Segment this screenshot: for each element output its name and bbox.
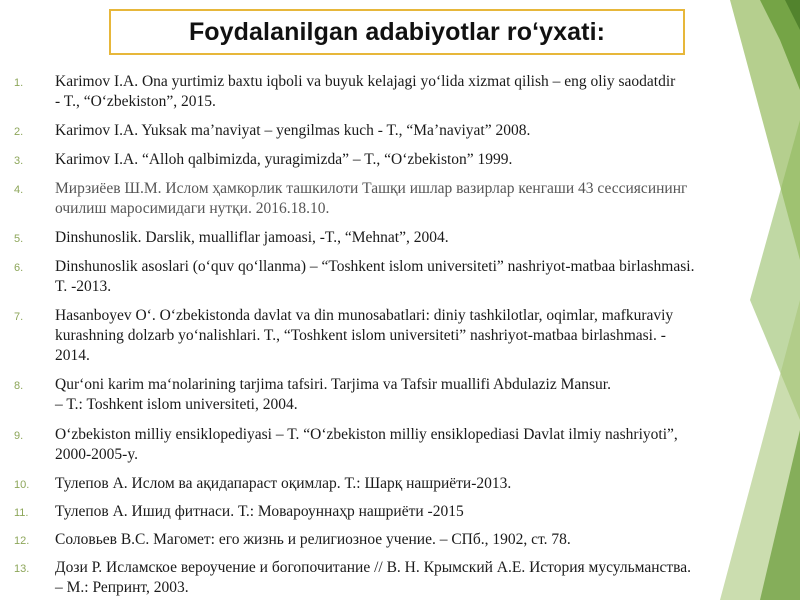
reference-number: 10. (14, 479, 30, 491)
reference-number: 11. (14, 507, 29, 519)
reference-text: Karimov I.A. Yuksak ma’naviyat – yengilmas kuch - T., “Ma’naviyat” 2008. (55, 122, 531, 139)
reference-number: 12. (14, 535, 30, 547)
reference-number: 7. (14, 311, 24, 323)
reference-text: Соловьев В.С. Магомет: его жизнь и религиозное учение. – СПб., 1902, ст. 78. (55, 531, 571, 548)
reference-number: 6. (14, 262, 24, 274)
reference-number: 8. (14, 380, 24, 392)
reference-text: Мирзиёев Ш.М. Ислом ҳамкорлик ташкилоти Ташқи ишлар вазирлар кенгаши 43 сессиясининг очилиш маросимидаги нутқи. 2016.18.10. (55, 180, 688, 217)
reference-text: Dinshunoslik. Darslik, mualliflar jamoasi, -T., “Mehnat”, 2004. (55, 229, 449, 246)
reference-text: Hasanboyev O‘. O‘zbekistonda davlat va din munosabatlari: diniy tashkilotlar, oqimlar, mafkuraviy kurashning dolzarb yo‘nalishlari. T., “Toshkent islom universiteti” nashriyot-matbaa birlashmasi. - 2014. (55, 307, 674, 364)
reference-text: Karimov I.A. Ona yurtimiz baxtu iqboli va buyuk kelajagi yo‘lida xizmat qilish – eng oliy saodatdir - T., “O‘zbekiston”, 2015. (55, 73, 676, 110)
reference-number: 4. (14, 184, 24, 196)
title-box (109, 9, 685, 55)
reference-number: 13. (14, 563, 30, 575)
reference-number: 1. (14, 77, 24, 89)
page-title: Foydalanilgan adabiyotlar ro‘yxati: (188, 17, 606, 46)
reference-text: Дози Р. Исламское вероучение и богопочитание // В. Н. Крымский А.Е. История мусульманства. – М.: Репринт, 2003. (55, 559, 692, 596)
reference-text: Тулепов А. Ишид фитнаси. Т.: Мовароуннаҳр нашриёти -2015 (55, 503, 464, 520)
reference-number: 2. (14, 126, 24, 138)
reference-text: O‘zbekiston milliy ensiklopediyasi – T. “O‘zbekiston milliy ensiklopediasi Davlat ilmiy nashriyoti”, 2000-2005-y. (55, 426, 678, 463)
reference-text: Karimov I.A. “Alloh qalbimizda, yuragimizda” – T., “O‘zbekiston” 1999. (55, 151, 513, 168)
reference-text: Qur‘oni karim ma‘nolarining tarjima tafsiri. Tarjima va Tafsir muallifi Abdulaziz Mansur. – T.: Toshkent islom universiteti, 2004. (55, 376, 611, 413)
reference-number: 5. (14, 233, 24, 245)
reference-text: Тулепов А. Ислом ва ақидапараст оқимлар. Т.: Шарқ нашриёти-2013. (55, 475, 512, 492)
reference-text: Dinshunoslik asoslari (o‘quv qo‘llanma) – “Toshkent islom universiteti” nashriyot-matbaa birlashmasi. T. -2013. (55, 258, 695, 295)
reference-number: 9. (14, 430, 24, 442)
reference-number: 3. (14, 155, 24, 167)
